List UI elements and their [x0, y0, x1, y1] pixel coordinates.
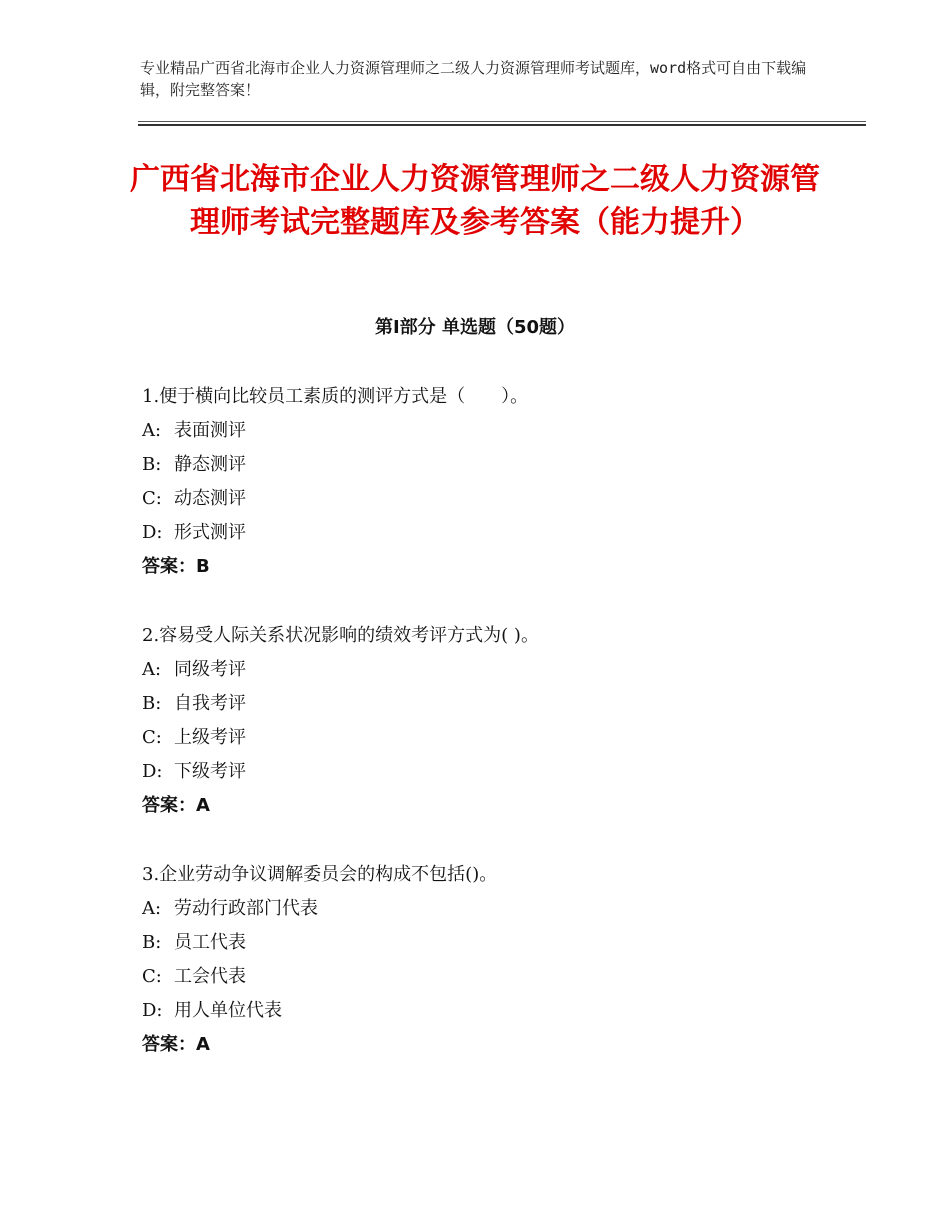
question-stem: 2.容易受人际关系状况影响的绩效考评方式为( )。 [142, 625, 539, 646]
option-letter: A: [142, 898, 162, 919]
answer-line: 答案：B [142, 556, 210, 577]
option-text: 同级考评 [174, 659, 246, 680]
option-letter: C: [142, 966, 162, 987]
question-stem: 1.便于横向比较员工素质的测评方式是（ ）。 [142, 386, 529, 407]
option-text: 动态测评 [174, 488, 246, 509]
option-text: 用人单位代表 [174, 1000, 282, 1021]
answer-line: 答案：A [142, 1034, 210, 1055]
question-3 [142, 858, 842, 1062]
answer-line: 答案：A [142, 795, 210, 816]
option-b [142, 448, 842, 482]
option-text: 下级考评 [174, 761, 246, 782]
option-text: 工会代表 [174, 966, 246, 987]
option-text: 上级考评 [174, 727, 246, 748]
option-c [142, 721, 842, 755]
option-letter: A: [142, 659, 162, 680]
option-letter: B: [142, 932, 162, 953]
option-b [142, 687, 842, 721]
option-letter: D: [142, 522, 163, 543]
header-note: 专业精品广西省北海市企业人力资源管理师之二级人力资源管理师考试题库，word格式可自由下载编辑，附完整答案！ [140, 59, 807, 99]
option-letter: B: [142, 454, 162, 475]
option-text: 静态测评 [174, 454, 246, 475]
option-letter: D: [142, 761, 163, 782]
option-d [142, 755, 842, 789]
option-text: 形式测评 [174, 522, 246, 543]
option-a [142, 653, 842, 687]
section-title: 第Ⅰ部分 单选题（50题） [374, 317, 575, 338]
option-d [142, 994, 842, 1028]
option-letter: C: [142, 488, 162, 509]
question-stem: 3.企业劳动争议调解委员会的构成不包括()。 [142, 864, 498, 885]
option-letter: C: [142, 727, 162, 748]
option-a [142, 892, 842, 926]
option-letter: B: [142, 693, 162, 714]
option-text: 表面测评 [174, 420, 246, 441]
header-divider-thick [138, 124, 866, 126]
option-letter: D: [142, 1000, 163, 1021]
option-text: 自我考评 [174, 693, 246, 714]
option-letter: A: [142, 420, 162, 441]
question-1 [142, 380, 842, 584]
option-c [142, 960, 842, 994]
option-text: 劳动行政部门代表 [174, 898, 318, 919]
option-b [142, 926, 842, 960]
option-c [142, 482, 842, 516]
option-d [142, 516, 842, 550]
option-text: 员工代表 [174, 932, 246, 953]
option-a [142, 414, 842, 448]
header-divider-thin [138, 121, 866, 122]
document-title: 广西省北海市企业人力资源管理师之二级人力资源管理师考试完整题库及参考答案（能力提升） [130, 162, 820, 240]
question-2 [142, 619, 842, 823]
